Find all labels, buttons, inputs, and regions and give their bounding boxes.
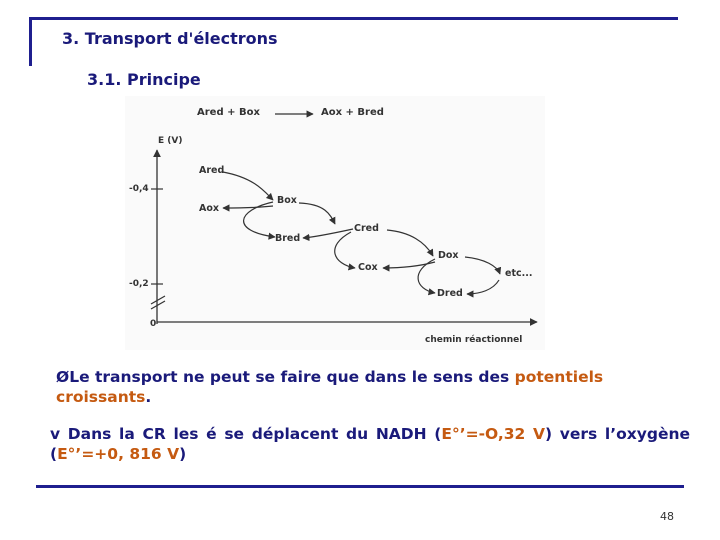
electron-transport-diagram bbox=[125, 96, 545, 350]
bullet2-potential-nadh: E°’=-O,32 V bbox=[441, 425, 545, 443]
top-left-label: Ared + Box bbox=[197, 107, 260, 118]
label-box: Box bbox=[277, 195, 297, 206]
bottom-rule bbox=[36, 485, 684, 488]
left-frame-rule bbox=[29, 17, 32, 66]
y-axis-label: E (V) bbox=[158, 136, 183, 146]
tick-label-minus-02: -0,2 bbox=[129, 279, 149, 289]
top-frame-rule bbox=[30, 17, 678, 20]
label-ared: Ared bbox=[199, 165, 225, 176]
bullet2-potential-oxygen: E°’=+0, 816 V bbox=[57, 445, 180, 463]
label-etc: etc... bbox=[505, 268, 533, 279]
bullet1-highlight: potentiels croissants bbox=[56, 368, 604, 406]
label-bred: Bred bbox=[275, 233, 301, 244]
top-right-label: Aox + Bred bbox=[321, 107, 384, 118]
label-dred: Dred bbox=[437, 288, 463, 299]
tick-label-zero: 0 bbox=[150, 319, 157, 329]
bullet2-text-2: ) vers l’oxygène ( bbox=[50, 425, 691, 463]
label-cox: Cox bbox=[358, 262, 378, 273]
bullet-nadh-oxygene bbox=[50, 424, 690, 464]
label-aox: Aox bbox=[199, 203, 220, 214]
label-dox: Dox bbox=[438, 250, 459, 261]
bullet1-end: . bbox=[145, 388, 152, 406]
tick-label-minus-04: -0,4 bbox=[129, 184, 149, 194]
section-subtitle: 3.1. Principe bbox=[87, 70, 201, 89]
bullet2-text-1: Dans la CR les é se déplacent du NADH ( bbox=[60, 425, 442, 443]
page-number: 48 bbox=[660, 510, 674, 523]
bullet1-text: Le transport ne peut se faire que dans le sens des bbox=[69, 368, 515, 386]
slide-title: 3. Transport d'électrons bbox=[62, 29, 278, 48]
arrow-bullet-icon: Ø bbox=[56, 368, 70, 386]
bullet-potentiels-croissants bbox=[56, 367, 696, 407]
diamond-bullet-icon: v bbox=[50, 425, 61, 443]
bullet2-text-3: ) bbox=[179, 445, 187, 463]
x-axis-label: chemin réactionnel bbox=[425, 335, 523, 345]
label-cred: Cred bbox=[354, 223, 379, 234]
